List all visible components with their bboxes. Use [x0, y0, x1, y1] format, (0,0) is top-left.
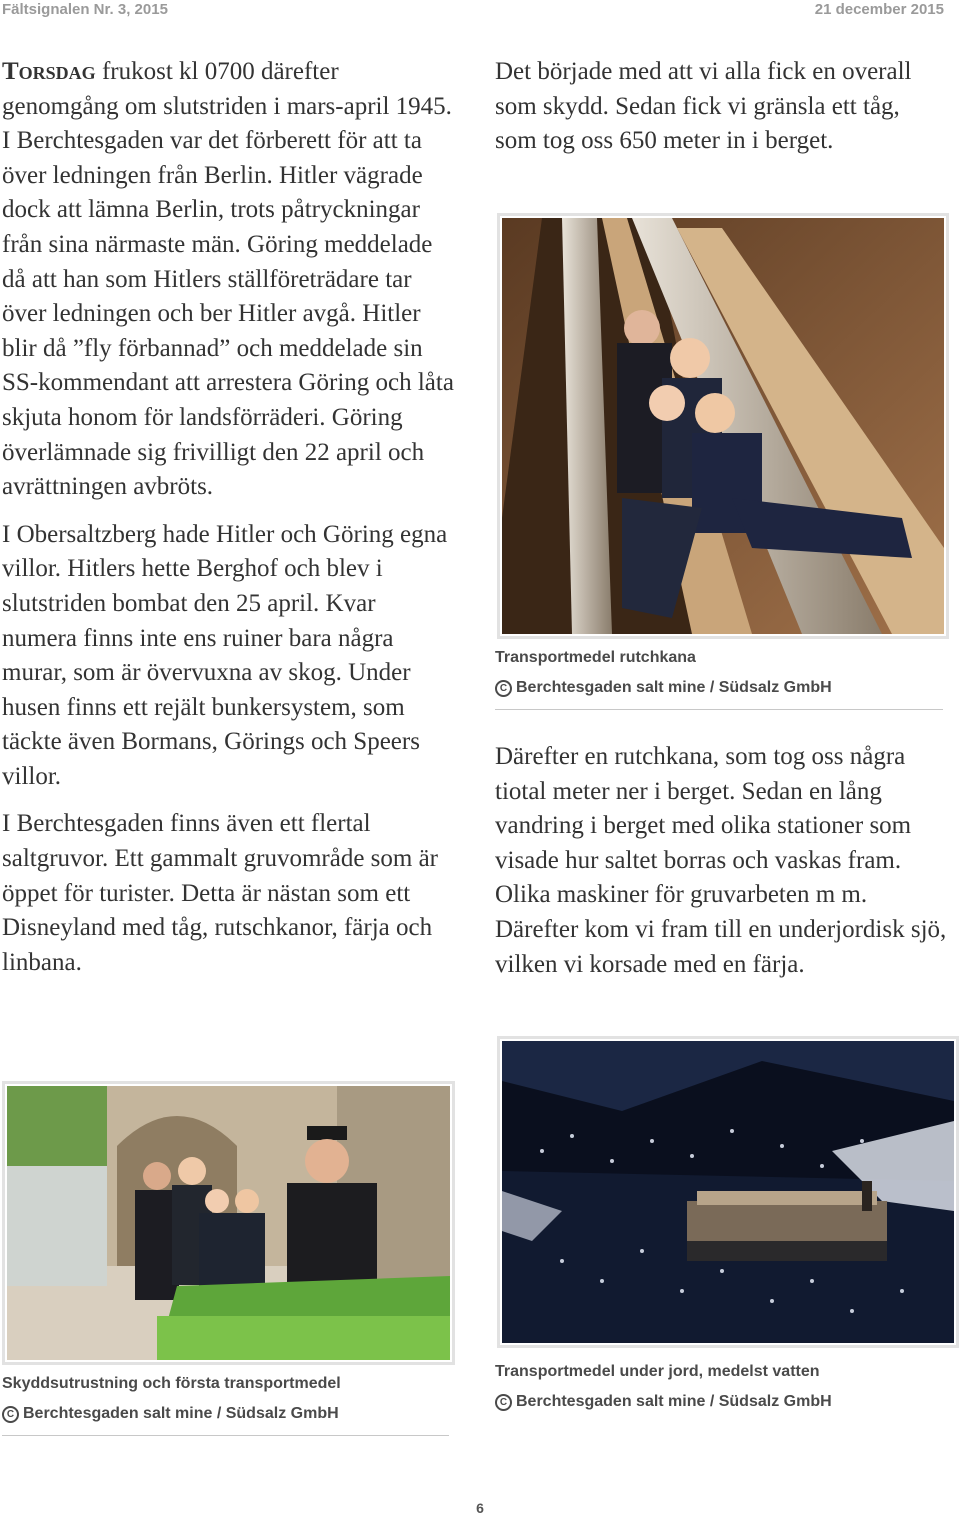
caption-title: Transportmedel rutchkana	[495, 649, 696, 666]
header-publication: Fältsignalen Nr. 3, 2015	[2, 1, 168, 18]
caption-title: Transportmedel under jord, medelst vatten	[495, 1363, 820, 1380]
caption-credit	[2, 1405, 449, 1423]
credit-text: Berchtesgaden salt mine / Südsalz GmbH	[516, 1393, 832, 1410]
paragraph-rutchkana: Därefter en rutchkana, som tog oss några tiotal meter ner i berget. Sedan en lång vandring i berget med olika stationer som visade hur saltet borras och vaskas fram. Olika maskiner för gruvarbeten m m. Därefter kom vi fram till en underjordisk sjö, vilken vi korsade med en färja.	[495, 743, 947, 978]
lead-word: Torsdag	[2, 58, 96, 85]
copyright-icon: C	[495, 1394, 512, 1411]
caption-divider	[2, 1435, 449, 1436]
photo-slide	[497, 213, 949, 639]
photo-family	[2, 1081, 455, 1365]
caption-divider	[495, 709, 943, 710]
left-column	[2, 55, 454, 993]
slide-illustration	[502, 218, 944, 634]
paragraph-saltgruvor: I Berchtesgaden finns även ett flertal saltgruvor. Ett gammalt gruvområde som är öppet för turister. Detta är nästan som ett Disneyland med tåg, rutschkanor, färja och linbana.	[2, 810, 439, 976]
caption-lake	[495, 1363, 943, 1411]
credit-text: Berchtesgaden salt mine / Südsalz GmbH	[23, 1405, 339, 1422]
right-column-top	[495, 55, 947, 172]
credit-text: Berchtesgaden salt mine / Südsalz GmbH	[516, 679, 832, 696]
lake-illustration	[502, 1041, 954, 1343]
caption-credit	[495, 1393, 943, 1411]
header-date: 21 december 2015	[814, 1, 944, 18]
photo-lake	[497, 1036, 959, 1348]
paragraph-text: frukost kl 0700 därefter genomgång om slutstriden i mars-april 1945. I Berchtesgaden var det förberett för att ta över ledningen från Berlin. Hitler vägrade dock att lämna Berlin, trots påtryckningar från sina närmaste män. Göring meddelade då att han som Hitlers ställföreträdare tar över ledningen och ber Hitler avgå. Hitler blir då ”fly förbannad” och meddelade sin SS-kommendant att arrestera Göring och låta skjuta honom för landsförräderi. Göring överlämnade sig frivilligt den 22 april och avrättningen avbröts.	[2, 58, 454, 501]
copyright-icon: C	[495, 680, 512, 697]
page-number: 6	[476, 1500, 484, 1516]
paragraph-obersaltzberg: I Obersaltzberg hade Hitler och Göring egna villor. Hitlers hette Berghof och blev i slutstriden bombat den 25 april. Kvar numera finns inte ens ruiner bara några murar, som är övervuxna av skog. Under husen finns ett rejält bunkersystem, som täckte även Bormans, Görings och Speers villor.	[2, 520, 448, 790]
right-column-middle	[495, 740, 947, 995]
caption-slide	[495, 649, 943, 710]
family-illustration	[7, 1086, 450, 1360]
caption-title: Skyddsutrustning och första transportmedel	[2, 1375, 341, 1392]
caption-family	[2, 1375, 449, 1436]
paragraph-torsdag	[2, 55, 454, 505]
copyright-icon: C	[2, 1406, 19, 1423]
paragraph-overall: Det började med att vi alla fick en overall som skydd. Sedan fick vi gränsla ett tåg, som tog oss 650 meter in i berget.	[495, 58, 912, 155]
caption-credit	[495, 679, 943, 697]
